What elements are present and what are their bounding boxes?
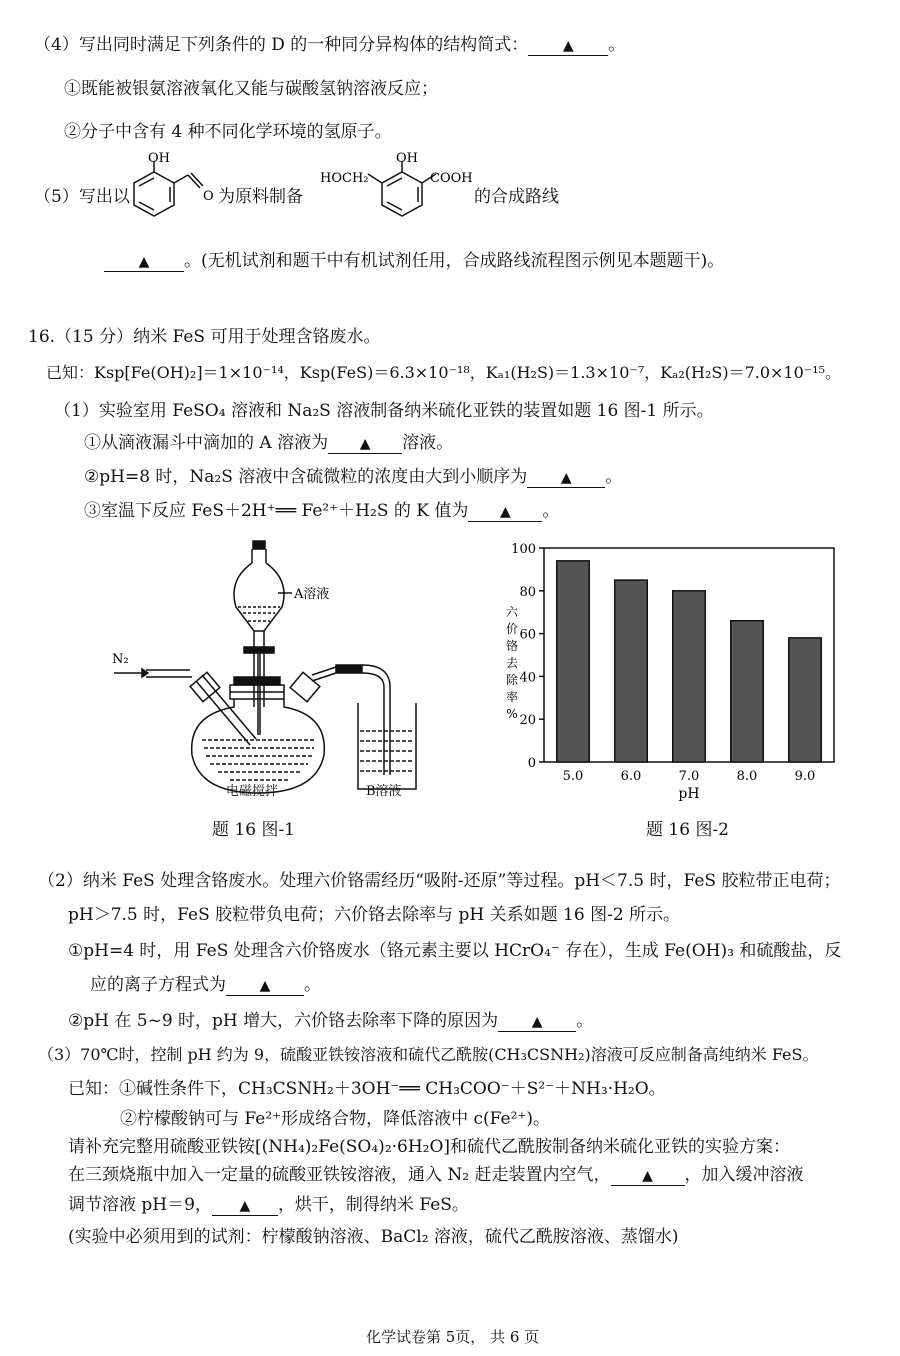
q16-part3-step2: 调节溶液 pH＝9， ▲ ，烘干，制得纳米 FeS。 [68,1195,469,1215]
y-axis-label-char: % [506,707,518,721]
q16-known: 已知：Ksp[Fe(OH)₂]＝1×10⁻¹⁴，Ksp(FeS)＝6.3×10⁻¹⁸，Kₐ₁(H₂S)＝1.3×10⁻⁷，Kₐ₂(H₂S)＝7.0×10⁻¹⁵。 [46,363,842,382]
q16-part2-a: （2）纳米 FeS 处理含铬废水。处理六价铬需经历“吸附-还原”等过程。pH＜7.5 时，FeS 胶粒带正电荷； [38,871,841,891]
y-tick-label: 80 [519,584,536,600]
bar [557,561,589,762]
salicylaldehyde-structure [128,152,220,227]
q16-title: 16.（15 分）纳米 FeS 可用于处理含铬废水。 [28,327,381,347]
y-tick-label: 40 [519,670,536,686]
x-tick-label: 7.0 [678,769,700,784]
y-axis-label-char: 价 [505,622,519,636]
q16-part1: （1）实验室用 FeSO₄ 溶液和 Na₂S 溶液制备纳米硫化亚铁的装置如题 16 图-1 所示。 [54,401,714,421]
apparatus-figure [108,535,418,800]
q15-part4-text: （4）写出同时满足下列条件的 D 的一种同分异构体的结构简式： [34,35,529,55]
x-tick-label: 9.0 [794,769,816,784]
q16-part3-known1: 已知：①碱性条件下，CH₃CSNH₂＋3OH⁻══ CH₃COO⁻＋S²⁻＋NH₃·H₂O。 [68,1079,666,1099]
page-footer: 化学试卷第 5页， 共 6 页 [366,1328,540,1346]
y-axis-label-char: 除 [505,673,519,687]
cooh-label: COOH [430,171,473,186]
y-tick-label: 60 [519,627,536,643]
x-tick-label: 6.0 [620,769,642,784]
answer-blank[interactable]: ▲ [498,1012,576,1032]
label-stirrer: 电磁搅拌 [226,784,279,799]
q16-part2-2: ②pH 在 5~9 时，pH 增大，六价铬去除率下降的原因为 ▲ 。 [68,1011,594,1031]
q16-part1-3: ③室温下反应 FeS＋2H⁺══ Fe²⁺＋H₂S 的 K 值为 ▲ 。 [84,501,560,521]
x-axis-label: pH [678,786,700,802]
y-axis-label-char: 去 [505,656,519,670]
q16-part1-2: ②pH=8 时，Na₂S 溶液中含硫微粒的浓度由大到小顺序为 ▲ 。 [84,467,623,487]
y-axis-label-char: 六 [505,605,519,619]
y-axis-label-char: 铬 [505,639,519,653]
y-tick-label: 20 [519,713,536,729]
q16-part3: （3）70℃时，控制 pH 约为 9，硫酸亚铁铵溶液和硫代乙酰胺(CH₃CSNH₂)溶液可反应制备高纯纳米 FeS。 [38,1045,819,1064]
q15-part5-b: 为原料制备 [218,187,303,207]
q15-part5-note: 。(无机试剂和题干中有机试剂任用，合成路线流程图示例见本题题干)。 [184,251,725,271]
hoch2-label: HOCH₂ [320,171,369,186]
answer-blank[interactable]: ▲ [468,502,542,522]
answer-blank[interactable]: ▲ [527,468,605,488]
q15-cond2: ②分子中含有 4 种不同化学环境的氢原子。 [64,122,392,142]
o-label: O [203,189,214,204]
y-tick-label: 100 [511,542,536,557]
bar [615,580,647,762]
q15-part4-line: （4）写出同时满足下列条件的 D 的一种同分异构体的结构简式： ▲ 。 [34,35,626,55]
q16-part1-1: ①从滴液漏斗中滴加的 A 溶液为 ▲ 溶液。 [84,433,454,453]
q15-cond1: ①既能被银氨溶液氧化又能与碳酸氢钠溶液反应； [64,79,438,99]
answer-blank[interactable]: ▲ [528,36,608,56]
answer-blank[interactable]: ▲ [226,976,304,996]
x-tick-label: 8.0 [736,769,758,784]
label-b-solution: B溶液 [366,784,402,799]
oh-label-2: OH [396,152,418,166]
target-structure [318,152,478,227]
q16-part2-b: pH＞7.5 时，FeS 胶粒带负电荷；六价铬去除率与 pH 关系如题 16 图-2 所示。 [68,905,681,925]
answer-blank[interactable]: ▲ [104,252,184,272]
y-axis-label [506,605,519,721]
bar [673,591,705,762]
bar [731,621,763,762]
y-tick-label: 0 [527,756,536,771]
answer-blank[interactable]: ▲ [328,434,402,454]
bar [789,638,821,762]
q16-part2-1b: 应的离子方程式为 ▲ 。 [90,975,321,995]
label-a-solution: A溶液 [294,587,330,602]
removal-rate-chart [496,536,856,806]
q15-part5-note-line [104,250,724,272]
oh-label: OH [148,152,170,166]
x-tick-label: 5.0 [562,769,584,784]
answer-blank[interactable]: ▲ [212,1196,278,1216]
fig2-caption: 题 16 图-2 [646,820,729,840]
answer-blank[interactable]: ▲ [611,1166,685,1186]
fig1-caption: 题 16 图-1 [212,820,295,840]
q16-part3-known2: ②柠檬酸钠可与 Fe²⁺形成络合物，降低溶液中 c(Fe²⁺)。 [120,1109,551,1129]
q15-part5-a: （5）写出以 [34,187,130,207]
q16-part3-step1: 在三颈烧瓶中加入一定量的硫酸亚铁铵溶液，通入 N₂ 赶走装置内空气， ▲ ，加入缓冲溶液 [68,1165,804,1185]
q16-part3-note: (实验中必须用到的试剂：柠檬酸钠溶液、BaCl₂ 溶液，硫代乙酰胺溶液、蒸馏水) [68,1227,679,1247]
q15-part5-c: 的合成路线 [474,187,559,207]
label-n2: N₂ [112,652,129,667]
y-axis-label-char: 率 [505,690,519,704]
q16-part3-question: 请补充完整用硫酸亚铁铵[(NH₄)₂Fe(SO₄)₂·6H₂O]和硫代乙酰胺制备纳米硫化亚铁的实验方案： [68,1137,791,1157]
q16-part2-1a: ①pH=4 时，用 FeS 处理含六价铬废水（铬元素主要以 HCrO₄⁻ 存在），生成 Fe(OH)₃ 和硫酸盐，反 [68,941,842,961]
